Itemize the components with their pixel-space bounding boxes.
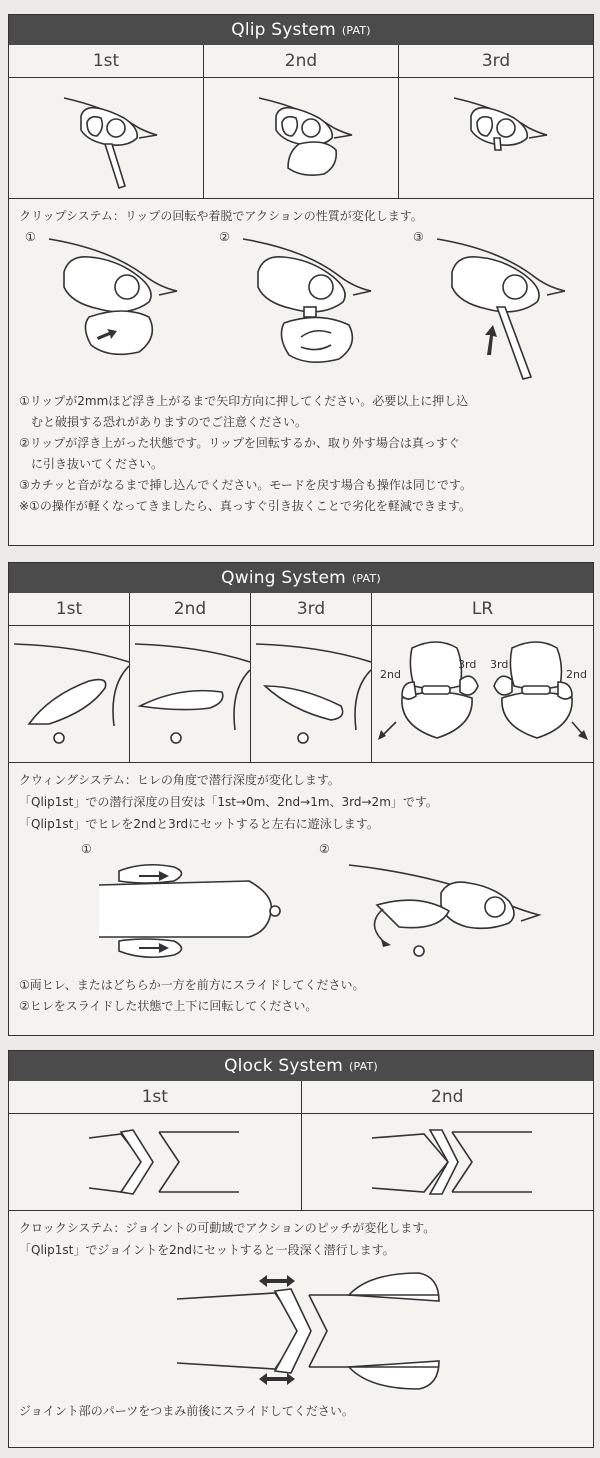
qlock-tab-2nd: 2nd: [431, 1087, 464, 1107]
qlip-tab-1st: 1st: [9, 45, 204, 77]
qlock-step-drawing: [9, 1261, 593, 1401]
qlip-tab-2nd: 2nd: [204, 45, 399, 77]
qlip-tab-3rd: 3rd: [481, 51, 511, 71]
qlip-note-1: ①リップが2mmほど浮き上がるまで矢印方向に押してください。必要以上に押し込: [19, 394, 469, 408]
qwing-lr-label-2nd-right: 2nd: [566, 668, 587, 681]
qwing-note-2: ②ヒレをスライドした状態で上下に回転してください。: [19, 999, 318, 1013]
qlip-step-mark-1: ①: [25, 230, 36, 244]
qlip-step-1-drawing: [49, 239, 177, 354]
qwing-desc-3: 「Qlip1st」でヒレを2ndと3rdにセットすると左右に遊泳します。: [19, 817, 379, 831]
qwing-tab-lr: LR: [471, 599, 494, 619]
qlock-desc-2: 「Qlip1st」でジョイントを2ndにセットすると一段深く潜行します。: [19, 1243, 395, 1257]
qlock-tab-1st: 1st: [9, 1081, 302, 1113]
qwing-tab-1st: 1st: [9, 593, 130, 625]
qlip-note-1-cont: むと破損する恐れがありますのでご注意ください。: [19, 415, 308, 429]
qlock-desc-1: クロックシステム：ジョイントの可動域でアクションのピッチが変化します。: [19, 1221, 436, 1235]
qlip-2nd-illustration: [204, 78, 399, 198]
qlip-panel: [8, 14, 594, 546]
qwing-mode-illustrations: [9, 626, 593, 763]
qlip-pat: (PAT): [341, 23, 371, 37]
qlip-step-mark-3: ③: [413, 230, 424, 244]
qlip-3rd-illustration: [399, 78, 593, 198]
qwing-note-1: ①両ヒレ、またはどちらか一方を前方にスライドしてください。: [19, 978, 365, 992]
qwing-lr-label-3rd-right: 3rd: [490, 658, 509, 671]
qlock-header: [9, 1051, 593, 1081]
qwing-steps: [9, 835, 593, 975]
qwing-description: [9, 769, 593, 835]
qlip-notes: [9, 391, 593, 517]
qwing-step-mark-2: ②: [319, 842, 330, 856]
qwing-title: Qwing System: [221, 568, 346, 588]
qwing-lr-left-drawing: [378, 642, 478, 740]
qwing-lr-right-drawing: [490, 642, 588, 740]
qlip-note-caution: ※①の操作が軽くなってきましたら、真っすぐ引き抜くことで劣化を軽減できます。: [19, 499, 471, 513]
qwing-tabs: [9, 593, 593, 626]
qlock-tabs: [9, 1081, 593, 1114]
qlock-1st-illustration: [9, 1114, 302, 1210]
qlip-note-2-cont: に引き抜いてください。: [19, 457, 164, 471]
qlock-2nd-illustration: [302, 1114, 594, 1210]
qlock-notes: [9, 1401, 593, 1422]
qlip-note-2: ②リップが浮き上がった状態です。リップを回転するか、取り外す場合は真っすぐ: [19, 436, 460, 450]
qwing-1st-illustration: [9, 626, 130, 762]
qlip-description: クリップシステム：リップの回転や着脱でアクションの性質が変化します。: [19, 209, 423, 223]
qwing-pat: (PAT): [351, 571, 381, 585]
qwing-panel: [8, 562, 594, 1036]
qlip-steps: [9, 227, 593, 387]
qwing-desc-2: 「Qlip1st」での潜行深度の目安は「1st→0m、2nd→1m、3rd→2m」です。: [19, 795, 438, 809]
qlip-step-mark-2: ②: [219, 230, 230, 244]
qwing-step-1-drawing: [99, 865, 280, 958]
qlock-pat: (PAT): [349, 1059, 378, 1073]
qwing-step-2-drawing: [349, 865, 539, 956]
qlock-description: [9, 1217, 593, 1261]
qlip-1st-illustration: [9, 78, 204, 198]
qwing-lr-label-2nd-left: 2nd: [380, 668, 401, 681]
qwing-lr-label-3rd-left: 3rd: [458, 658, 477, 671]
qlock-note-1: ジョイント部のパーツをつまみ前後にスライドしてください。: [19, 1404, 354, 1418]
qlip-title: Qlip System: [231, 20, 336, 40]
qwing-header: [9, 563, 593, 593]
qlip-header: [9, 15, 593, 45]
qlip-note-3: ③カチッと音がなるまで挿し込んでください。モードを戻す場合も操作は同じです。: [19, 478, 472, 492]
qlock-mode-illustrations: [9, 1114, 593, 1211]
qwing-2nd-illustration: [130, 626, 251, 762]
qwing-lr-illustration: [372, 626, 594, 762]
qlip-step-3-drawing: [437, 239, 565, 379]
qwing-step-mark-1: ①: [81, 842, 92, 856]
qwing-tab-3rd: 3rd: [251, 593, 372, 625]
qwing-3rd-illustration: [251, 626, 372, 762]
qlip-mode-illustrations: [9, 78, 593, 199]
qwing-notes: [9, 975, 593, 1017]
qlock-title: Qlock System: [224, 1056, 343, 1076]
qwing-tab-2nd: 2nd: [130, 593, 251, 625]
qlock-panel: [8, 1050, 594, 1448]
qwing-desc-1: クウィングシステム：ヒレの角度で潜行深度が変化します。: [19, 773, 340, 787]
qlip-step-2-drawing: [243, 239, 371, 362]
qlip-tabs: [9, 45, 593, 78]
